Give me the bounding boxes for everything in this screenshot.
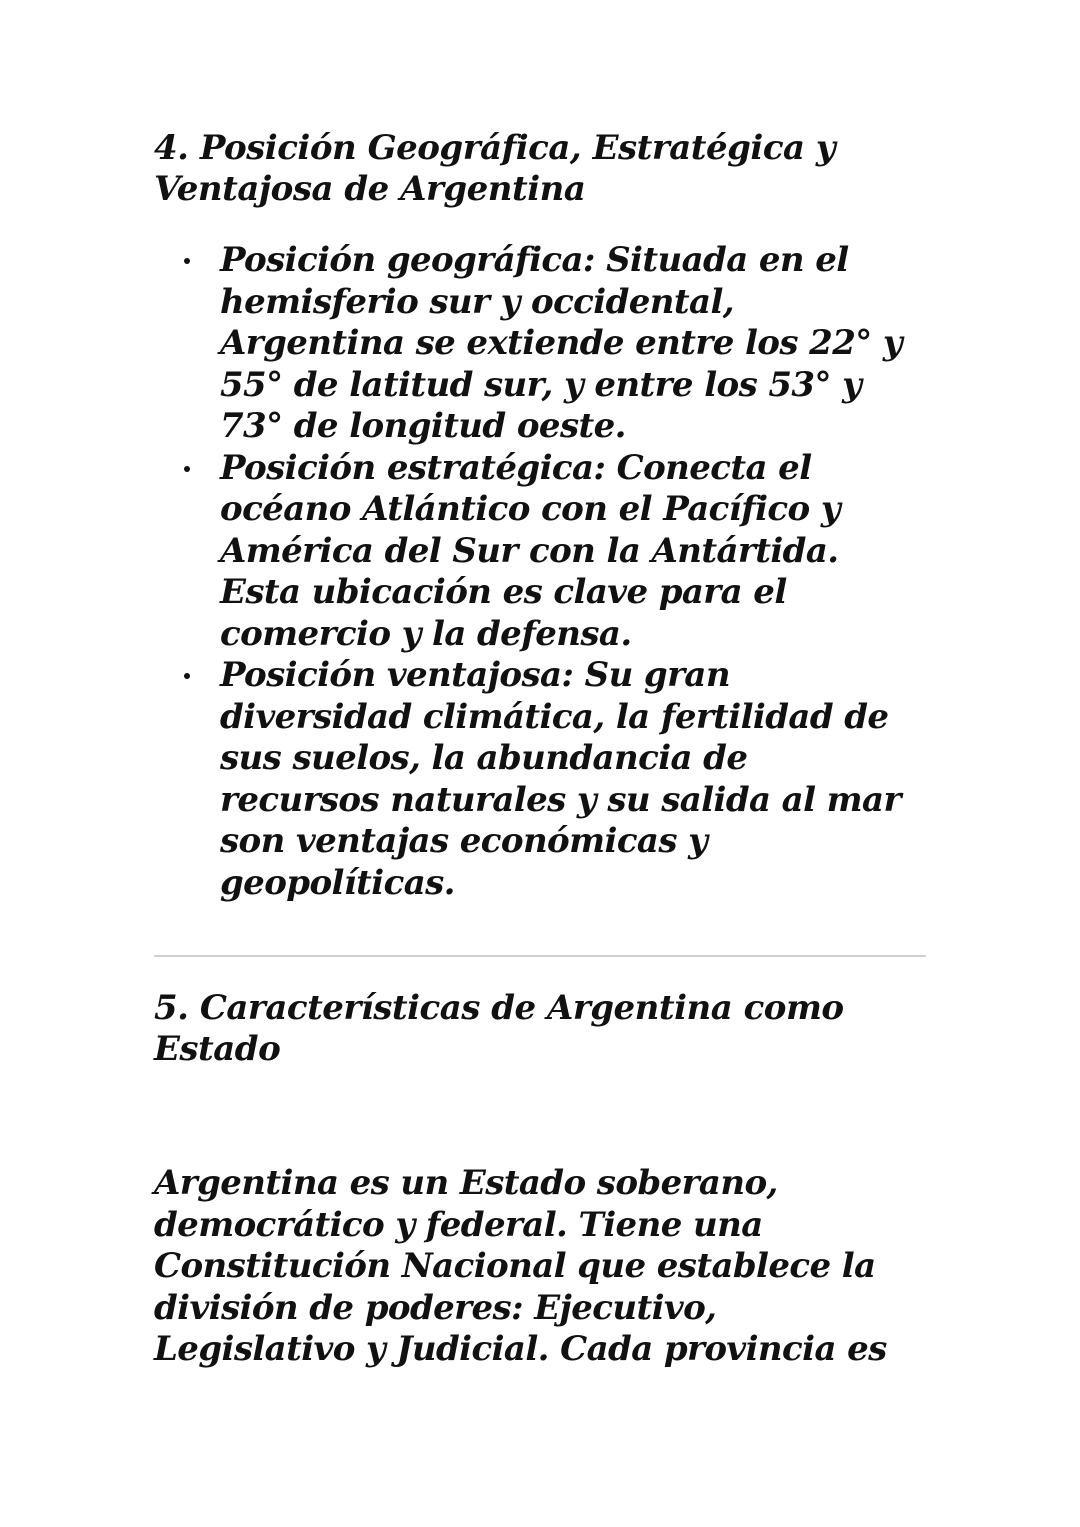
list-item-ventajosa (154, 655, 926, 904)
text-line: son ventajas económicas y (220, 821, 708, 861)
text-line: Posición ventajosa: Su gran (220, 655, 730, 695)
section-5-paragraph (154, 1163, 926, 1371)
text-line: Esta ubicación es clave para el (220, 572, 787, 612)
text-line: Argentina es un Estado soberano, (154, 1163, 778, 1203)
text-line: 55° de latitud sur, y entre los 53° y (220, 364, 862, 405)
text-line: comercio y la defensa. (220, 613, 632, 654)
text-line: recursos naturales y su salida al mar (220, 779, 901, 820)
heading-line: 4. Posición Geográfica, Estratégica y (154, 128, 836, 168)
text-line: América del Sur con la Antártida. (220, 530, 839, 571)
text-line: democrático y federal. Tiene una (154, 1204, 763, 1245)
heading-line: Ventajosa de Argentina (154, 169, 586, 209)
section-5-heading (154, 988, 926, 1070)
list-item-estrategica (154, 448, 926, 656)
text-line: 73° de longitud oeste. (220, 406, 626, 446)
text-line: Legislativo y Judicial. Cada provincia es (154, 1329, 887, 1369)
section-4 (154, 128, 926, 904)
text-line: hemisferio sur y occidental, (220, 281, 735, 322)
text-line: océano Atlántico con el Pacífico y (220, 489, 841, 529)
text-line: Posición estratégica: Conecta el (220, 447, 812, 488)
text-line: Posición geográfica: Situada en el (220, 240, 849, 280)
text-line: sus suelos, la abundancia de (220, 738, 748, 778)
text-line: división de poderes: Ejecutivo, (154, 1287, 717, 1328)
text-line: Argentina se extiende entre los 22° y (220, 323, 903, 363)
position-list (154, 240, 926, 904)
section-5 (154, 988, 926, 1070)
bullet-icon (184, 466, 190, 472)
text-line: diversidad climática, la fertilidad de (220, 696, 889, 737)
heading-line: Estado (154, 1029, 281, 1069)
list-item-geografica (154, 240, 926, 448)
text-line: Constitución Nacional que establece la (154, 1246, 876, 1286)
section-4-heading (154, 128, 926, 210)
bullet-icon (184, 673, 190, 679)
text-line: geopolíticas. (220, 862, 455, 903)
heading-line: 5. Características de Argentina como (154, 988, 844, 1028)
section-divider (154, 955, 926, 957)
bullet-icon (184, 258, 190, 264)
